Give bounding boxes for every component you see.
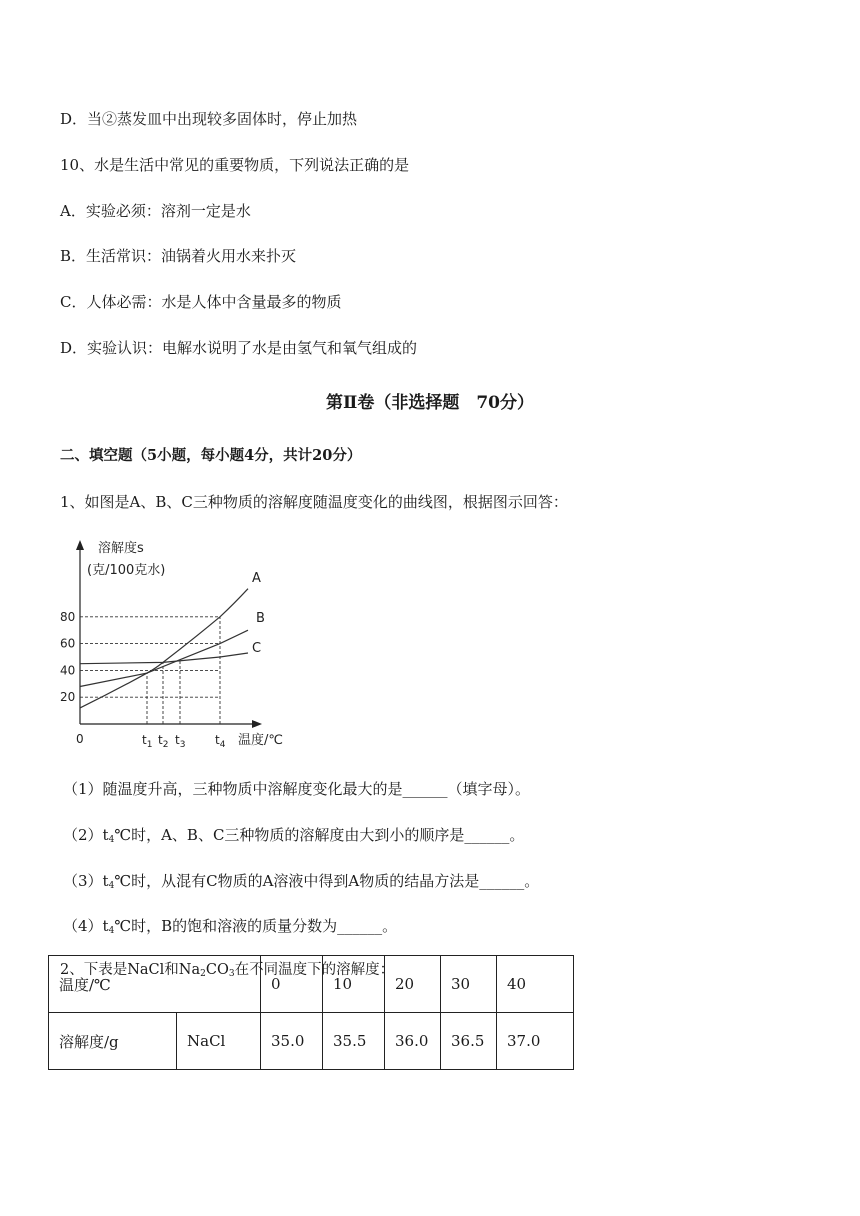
q10-option-c: C．人体必需：水是人体中含量最多的物质 [60, 293, 342, 311]
series-c-line [80, 653, 248, 664]
y-axis-label-2: (克/100克水) [87, 563, 166, 578]
x-tick-label: $t_4$ [215, 733, 226, 750]
q10-option-b: B．生活常识：油锅着火用水来扑灭 [60, 247, 297, 265]
q2-stem: 2、下表是NaCl和$Na_2CO_3$在不同温度下的溶解度： [60, 962, 395, 979]
q10-option-a: A．实验必须：溶剂一定是水 [60, 202, 251, 220]
table-row [49, 956, 574, 1013]
table-cell: 35.0 [261, 1013, 323, 1070]
q1-sub1: （1）随温度升高，三种物质中溶解度变化最大的是______（填字母）。 [63, 780, 531, 798]
x-axis-label: 温度/℃ [238, 733, 283, 748]
series-b-label: B [256, 611, 265, 626]
x-tick-label: $t_1$ [142, 733, 153, 750]
y-axis-label-1: 溶解度s [98, 541, 144, 556]
prev-option-d: D．当②蒸发皿中出现较多固体时，停止加热 [60, 110, 358, 128]
series-a-line [80, 589, 248, 708]
q10-option-d: D．实验认识：电解水说明了水是由氢气和氧气组成的 [60, 339, 418, 357]
part2-title: 第Ⅱ卷（非选择题 70分） [326, 393, 534, 413]
x-tick-label: $t_2$ [158, 733, 169, 750]
table-row [49, 1013, 574, 1070]
q1-sub3: $(3)t_4℃$时，从混有C物质的A溶液中得到A物质的结晶方法是______。 [63, 872, 540, 891]
series-c-label: C [252, 641, 262, 656]
table-cell: 10 [323, 956, 385, 1013]
y-tick-label: 60 [60, 636, 76, 651]
table-cell: 0 [261, 956, 323, 1013]
q10-stem: 10、水是生活中常见的重要物质，下列说法正确的是 [60, 156, 410, 174]
table-cell: 35.5 [323, 1013, 385, 1070]
table-cell: NaCl [177, 1013, 261, 1070]
solubility-chart [52, 532, 302, 752]
x-axis-arrow [252, 720, 262, 728]
table-cell: 20 [385, 956, 441, 1013]
solubility-table [48, 955, 574, 1070]
table-cell: 30 [441, 956, 497, 1013]
y-tick-label: 20 [60, 690, 76, 705]
y-tick-label: 40 [60, 663, 76, 678]
table-cell: 36.5 [441, 1013, 497, 1070]
series-a-label: A [252, 571, 261, 586]
y-tick-label: 80 [60, 609, 76, 624]
section-title: 二、填空题（5小题，每小题4分，共计20分） [60, 447, 362, 464]
table-cell: 温度/℃ [49, 956, 261, 1013]
table-cell: 溶解度/g [49, 1013, 177, 1070]
q1-sub2: $(2)t_4℃$时，A、B、C三种物质的溶解度由大到小的顺序是______。 [63, 826, 525, 845]
q1-sub4: $(4)t_4℃$时，B的饱和溶液的质量分数为______。 [63, 917, 398, 936]
origin-label: 0 [76, 732, 84, 746]
series-b-line [80, 630, 248, 686]
table-cell: 40 [497, 956, 574, 1013]
y-axis-arrow [76, 540, 84, 550]
q1-stem: 1、如图是A、B、C三种物质的溶解度随温度变化的曲线图，根据图示回答： [60, 493, 568, 511]
x-tick-label: $t_3$ [175, 733, 186, 750]
table-cell: 36.0 [385, 1013, 441, 1070]
table-cell: 37.0 [497, 1013, 574, 1070]
